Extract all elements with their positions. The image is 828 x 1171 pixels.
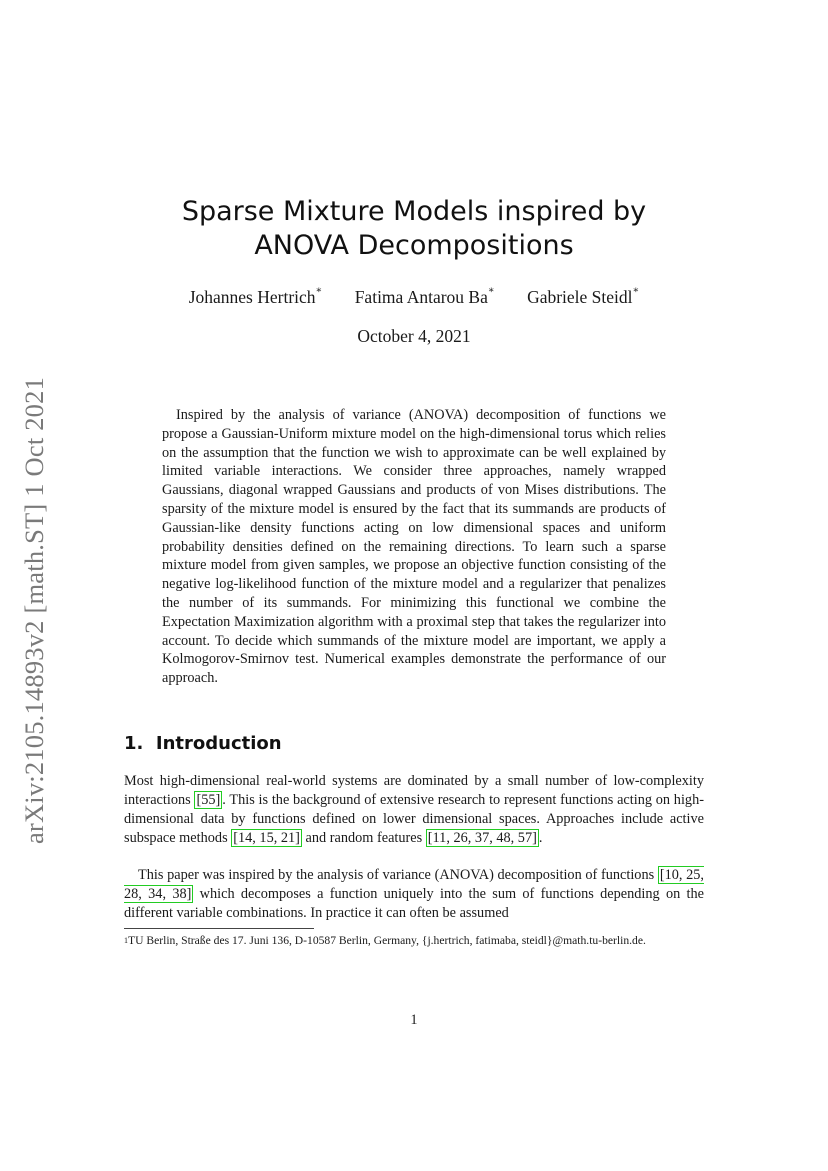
paragraph-text: . <box>538 830 543 846</box>
arxiv-identifier: arXiv:2105.14893v2 [math.ST] 1 Oct 2021 <box>19 376 50 844</box>
arxiv-identifier-stamp <box>10 360 60 860</box>
paragraph-text: Most high-dimensional real-world systems are dominated by a small number of low-complexity interactions <box>124 773 704 808</box>
publication-date: October 4, 2021 <box>357 326 471 346</box>
citation-link[interactable]: [11, 26, 37, 48, 57] <box>427 830 537 846</box>
footnote-divider <box>124 928 314 929</box>
author-list <box>0 287 828 308</box>
paragraph-text: which decomposes a function uniquely into the sum of functions depending on the different variable combinations. In practice it can often be assumed <box>124 886 705 921</box>
paper-title <box>0 195 828 263</box>
author-1 <box>189 287 323 308</box>
author-name: Johannes Hertrich <box>188 287 316 307</box>
author-name: Fatima Antarou Ba <box>354 287 488 307</box>
paragraph-text: This paper was inspired by the analysis of variance (ANOVA) decomposition of functions <box>138 867 658 883</box>
section-number: 1. <box>124 733 144 754</box>
abstract: Inspired by the analysis of variance (ANOVA) decomposition of functions we propose a Gaussian-Uniform mixture model on the high-dimensional torus which relies on the assumption that the function we wish to approximate can be well explained by limited variable interactions. We consider three approaches, namely wrapped Gaussians, diagonal wrapped Gaussians and products of von Mises distributions. The sparsity of the mixture model is ensured by the fact that its summands are products of Gaussian-like density functions acting on low dimensional spaces and uniform probability densities defined on the remaining directions. To learn such a sparse mixture model from given samples, we propose an objective function consisting of the negative log-likelihood function of the mixture model and a regularizer that penalizes the number of its summands. For minimizing this functional we combine the Expectation Maximization algorithm with a proximal step that takes the regularizer into account. To decide which summands of the mixture model are important, we apply a Kolmogorov-Smirnov test. Numerical examples demonstrate the performance of our approach. <box>162 407 666 687</box>
section-title: Introduction <box>155 733 282 754</box>
paragraph-text: . This is the background of extensive research to represent functions acting on high-dimensional data by functions defined on lower dimensional spaces. Approaches include active subspace methods <box>124 792 704 846</box>
author-3 <box>527 287 639 308</box>
section-heading-introduction <box>124 733 282 754</box>
page-number: 1 <box>410 1012 418 1028</box>
introduction-paragraph-1 <box>124 772 704 848</box>
author-affiliation-mark: ∗ <box>632 285 640 296</box>
author-affiliation-mark: ∗ <box>315 285 323 296</box>
footnote-text: TU Berlin, Straße des 17. Juni 136, D-10587 Berlin, Germany, {j.hertrich, fatimaba, steidl}@math.tu-berlin.de. <box>128 934 646 947</box>
citation-link[interactable]: [55] <box>196 792 221 808</box>
paragraph-text: and random features <box>301 830 426 846</box>
introduction-paragraph-2 <box>124 866 704 923</box>
footnote-mark: 1 <box>124 936 128 945</box>
author-2 <box>355 287 495 308</box>
citation-link[interactable]: [14, 15, 21] <box>233 830 300 846</box>
footnote <box>124 933 704 949</box>
title-line-2: ANOVA Decompositions <box>254 230 574 261</box>
author-name: Gabriele Steidl <box>527 287 633 307</box>
author-affiliation-mark: ∗ <box>487 285 495 296</box>
title-line-1: Sparse Mixture Models inspired by <box>181 196 647 227</box>
citation-link[interactable]: [10, 25, 28, 34, 38] <box>124 867 704 902</box>
